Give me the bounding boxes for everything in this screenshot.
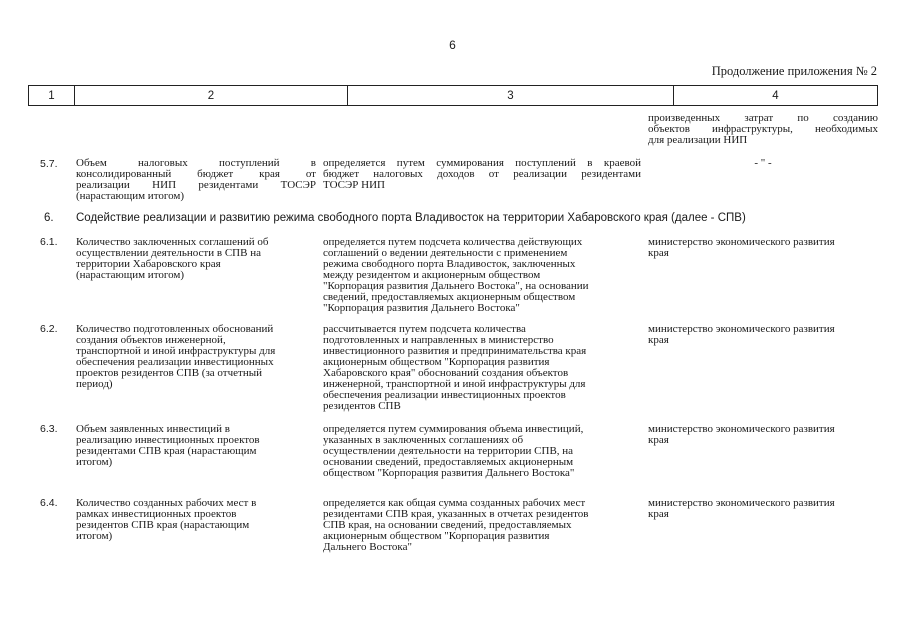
responsible: министерство экономического развития края <box>648 236 835 259</box>
responsible-ditto: - " - <box>754 157 772 169</box>
section-number: 6. <box>44 212 54 224</box>
indicator-name: Объем заявленных инвестиций в реализацию инвестиционных проектов резидентами СПВ края (нарастающим итогом) <box>76 423 260 468</box>
responsible: министерство экономического развития края <box>648 423 835 446</box>
row-number: 6.1. <box>40 236 58 248</box>
section-title: Содействие реализации и развитию режима свободного порта Владивосток на территории Хабаровского края (далее - СПВ) <box>76 212 746 224</box>
page-number: 6 <box>449 38 456 52</box>
row-number: 5.7. <box>40 158 58 170</box>
indicator-name: Количество подготовленных обоснований создания объектов инженерной, транспортной и иной инфраструктуры для обеспечения реализации инвестиционных проектов резидентов СПВ (за отчетный период) <box>76 323 276 390</box>
calculation-method: рассчитывается путем подсчета количества подготовленных и направленных в министерство инвестиционного развития и предпринимательства края акционерным обществом "Корпорация развития Хабаровского края" обоснований создания объектов инженерной, транспортной и иной инфраструктуры для обеспечения реализации инвестиционных проектов резидентов СПВ <box>323 323 587 412</box>
row-number: 6.2. <box>40 323 58 335</box>
indicator-name: Объем налоговых поступлений в консолидированный бюджет края от реализации НИП резидентами ТОСЭР (нарастающим итогом) <box>76 157 316 202</box>
indicator-name: Количество созданных рабочих мест в рамках инвестиционных проектов резидентов СПВ края (нарастающим итогом) <box>76 497 257 542</box>
row-number: 6.4. <box>40 497 58 509</box>
indicator-name: Количество заключенных соглашений об осуществлении деятельности в СПВ на территории Хабаровского края (нарастающим итогом) <box>76 236 269 281</box>
calculation-method: определяется путем суммирования объема инвестиций, указанных в заключенных соглашениях об осуществлении деятельности на территории СПВ, на основании сведений, предоставляемых акционерным обществом "Корпорация развития Дальнего Востока" <box>323 423 584 479</box>
continuation-label: Продолжение приложения № 2 <box>711 64 877 78</box>
calculation-method: определяется путем подсчета количества действующих соглашений о ведении деятельности с применением режима свободного порта Владивосток, заключенных между резидентом и акционерным обществом "Корпорация развития Дальнего Востока", на основании сведений, предоставляемых акционерным обществом "Корпорация развития Дальнего Востока" <box>323 236 589 314</box>
carryover-responsible: произведенных затрат по созданию объектов инфраструктуры, необходимых для реализации НИП <box>648 112 878 146</box>
table-header <box>28 85 878 106</box>
calculation-method: определяется как общая сумма созданных рабочих мест резидентами СПВ края, указанных в отчетах резидентов СПВ края, на основании сведений, предоставляемых акционерным обществом "Корпорация развития Дальнего Востока" <box>323 497 589 553</box>
header-col-2: 2 <box>74 86 347 105</box>
responsible: министерство экономического развития края <box>648 497 835 520</box>
responsible: министерство экономического развития края <box>648 323 835 346</box>
row-number: 6.3. <box>40 423 58 435</box>
header-col-4: 4 <box>673 86 877 105</box>
header-col-1: 1 <box>48 89 55 102</box>
header-col-3: 3 <box>347 86 673 105</box>
calculation-method: определяется путем суммирования поступлений в краевой бюджет налоговых доходов от реализации резидентами ТОСЭР НИП <box>323 157 641 191</box>
